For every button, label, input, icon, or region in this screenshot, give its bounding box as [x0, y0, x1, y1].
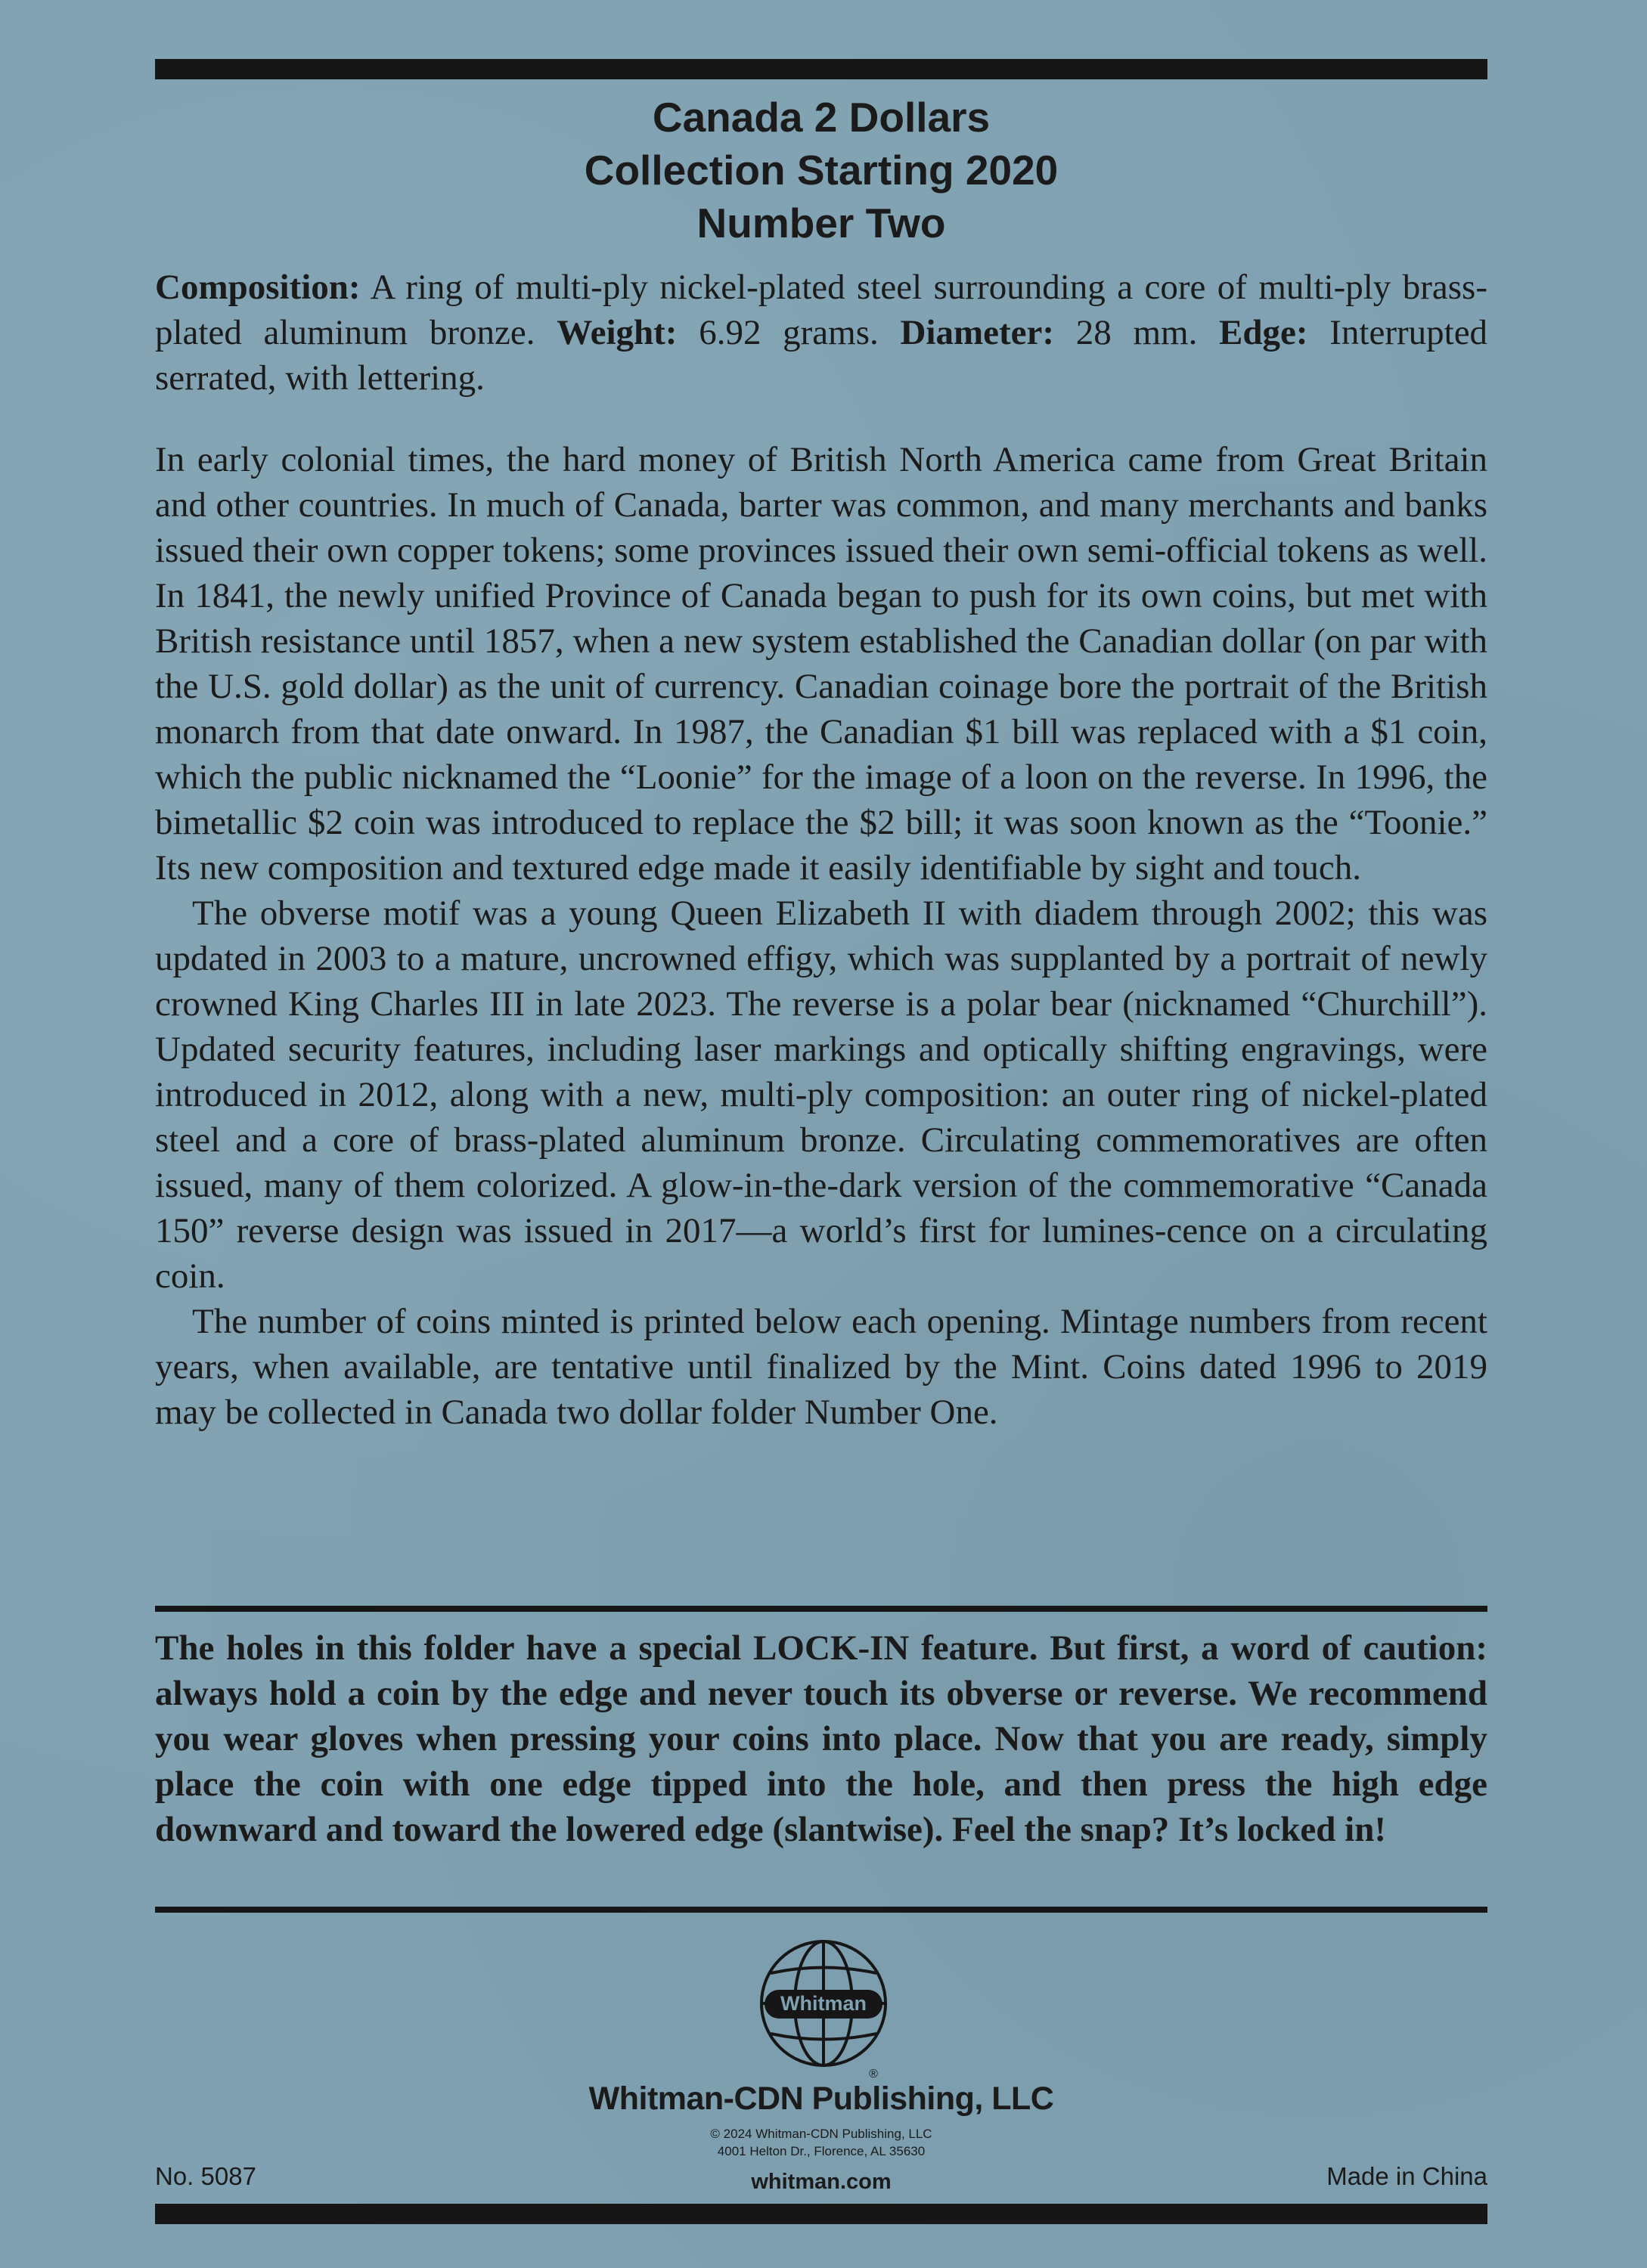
composition-value: A ring of multi-ply nickel-plated steel surrounding a core of multi-ply brass-plated aluminum bronze.: [155, 268, 1487, 352]
logo-wordmark: Whitman: [780, 1992, 867, 2015]
title-line-1: Canada 2 Dollars: [652, 94, 991, 141]
folder-title: [155, 91, 1487, 249]
diameter-label: Diameter:: [900, 313, 1055, 352]
title-line-3: Number Two: [696, 200, 946, 246]
diameter-value: 28 mm.: [1075, 313, 1198, 352]
registered-mark: ®: [869, 2068, 878, 2079]
website-link[interactable]: whitman.com: [751, 2170, 892, 2194]
lockin-instructions: The holes in this folder have a special LOCK-IN feature. But first, a word of caution: always hold a coin by the edge and never touch its obverse or reverse. We recommend you wear gloves when pressing your coins into place. Now that you are ready, simply place the coin with one edge tipped into the hole, and then press the high edge downward and toward the lowered edge (slantwise). Feel the snap? It’s locked in!: [155, 1628, 1487, 1849]
lockin-bottom-rule: [155, 1907, 1487, 1913]
composition-label: Composition:: [155, 268, 361, 307]
made-in: Made in China: [1326, 2162, 1487, 2190]
lockin-top-rule: [155, 1606, 1487, 1612]
bottom-rule: [155, 2204, 1487, 2224]
globe-icon: [748, 1935, 899, 2079]
history-paragraph-2: The obverse motif was a young Queen Elizabeth II with diadem through 2002; this was updated in 2003 to a mature, uncrowned effigy, which was supplanted by a portrait of newly crowned King Charles III in late 2023. The reverse is a polar bear (nicknamed “Churchill”). Updated security features, including laser markings and optically shifting engravings, were introduced in 2012, along with a new, multi-ply composition: an outer ring of nickel-plated steel and a core of brass-plated aluminum bronze. Circulating commemoratives are often issued, many of them colorized. A glow-in-the-dark version of the commemorative “Canada 150” reverse design was issued in 2017—a world’s first for lumines-cence on a circulating coin.: [155, 894, 1487, 1296]
whitman-globe-logo: [748, 1935, 899, 2079]
address-line: 4001 Helton Dr., Florence, AL 35630: [717, 2144, 926, 2158]
edge-label: Edge:: [1219, 313, 1308, 352]
history-text: [155, 437, 1487, 1435]
weight-label: Weight:: [557, 313, 678, 352]
weight-value: 6.92 grams.: [699, 313, 879, 352]
top-rule: [155, 59, 1487, 79]
history-paragraph-3: The number of coins minted is printed below each opening. Mintage numbers from recent years, when available, are tentative until finalized by the Mint. Coins dated 1996 to 2019 may be collected in Canada two dollar folder Number One.: [155, 1302, 1487, 1432]
history-paragraph-1: In early colonial times, the hard money of British North America came from Great Britain and other countries. In much of Canada, barter was common, and many merchants and banks issued their own copper tokens; some provinces issued their own semi-official tokens as well. In 1841, the newly unified Province of Canada began to push for its own coins, but met with British resistance until 1857, when a new system established the Canadian dollar (on par with the U.S. gold dollar) as the unit of currency. Canadian coinage bore the portrait of the British monarch from that date onward. In 1987, the Canadian $1 bill was replaced with a $1 coin, which the public nicknamed the “Loonie” for the image of a loon on the reverse. In 1996, the bimetallic $2 coin was introduced to replace the $2 bill; it was soon known as the “Toonie.” Its new composition and textured edge made it easily identifiable by sight and touch.: [155, 440, 1487, 888]
title-line-2: Collection Starting 2020: [584, 147, 1059, 194]
edge-value: Interrupted serrated, with lettering.: [155, 313, 1488, 398]
publisher-name: Whitman-CDN Publishing, LLC: [588, 2081, 1054, 2117]
copyright-line: © 2024 Whitman-CDN Publishing, LLC: [710, 2127, 932, 2141]
folder-number: No. 5087: [155, 2162, 256, 2190]
specs-block: [155, 265, 1487, 401]
